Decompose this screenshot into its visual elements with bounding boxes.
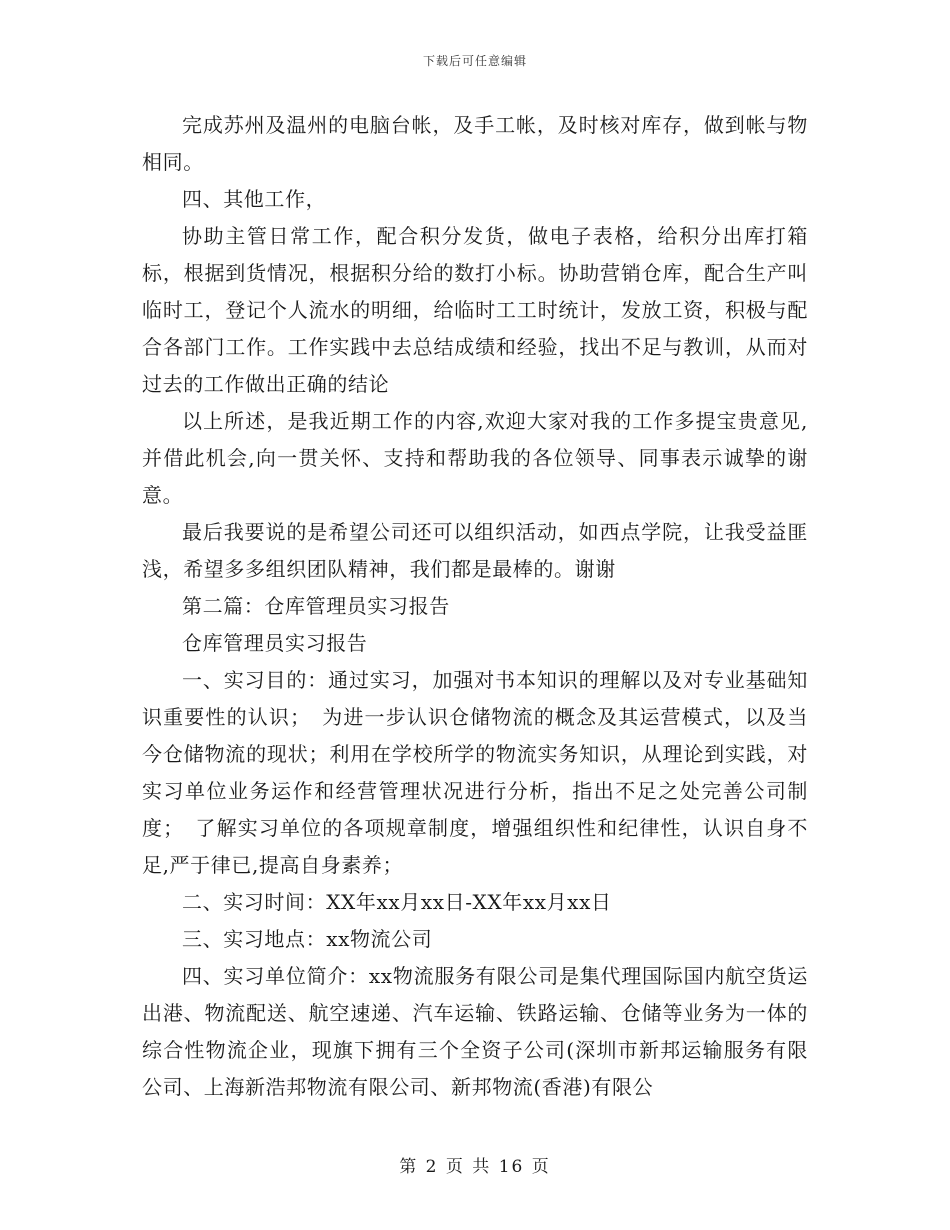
paragraph: 一、实习目的：通过实习，加强对书本知识的理解以及对专业基础知识重要性的认识； 为进一步认识仓储物流的概念及其运营模式，以及当今仓储物流的现状；利用在学校所学的物流实务知识，从理论到实践，对实习单位业务运作和经营管理状况进行分析，指出不足之处完善公司制度； 了解实习单位的各项规章制度，增强组织性和纪律性，认识自身不足,严于律已,提高自身素养； [142,668,808,877]
paragraph: 完成苏州及温州的电脑台帐，及手工帐，及时核对库存，做到帐与物相同。 [142,113,808,174]
document-title: 仓库管理员实习报告 [182,631,368,655]
page-header: 下载后可任意编辑 [422,54,527,68]
section-heading: 四、其他工作， [182,187,327,211]
chapter-heading: 第二篇：仓库管理员实习报告 [182,594,450,618]
paragraph: 协助主管日常工作，配合积分发货，做电子表格，给积分出库打箱标，根据到货情况，根据积分给的数打小标。协助营销仓库，配合生产叫临时工，登记个人流水的明细，给临时工工时统计，发放工资，积极与配合各部门工作。工作实践中去总结成绩和经验，找出不足与教训，从而对过去的工作做出正确的结论 [142,224,808,396]
paragraph: 最后我要说的是希望公司还可以组织活动，如西点学院，让我受益匪浅，希望多多组织团队精神，我们都是最棒的。谢谢 [142,520,808,581]
page-number: 第 2 页 共 16 页 [399,1157,551,1177]
paragraph: 二、实习时间：XX年xx月xx日-XX年xx月xx日 [182,890,612,914]
paragraph: 以上所述，是我近期工作的内容,欢迎大家对我的工作多提宝贵意见,并借此机会,向一贯关怀、支持和帮助我的各位领导、同事表示诚挚的谢意。 [142,409,808,507]
paragraph: 三、实习地点：xx物流公司 [182,927,433,951]
paragraph: 四、实习单位简介：xx物流服务有限公司是集代理国际国内航空货运出港、物流配送、航空速递、汽车运输、铁路运输、仓储等业务为一体的综合性物流企业，现旗下拥有三个全资子公司(深圳市新邦运输服务有限公司、上海新浩邦物流有限公司、新邦物流(香港)有限公 [142,964,808,1099]
document-body [142,107,808,1106]
